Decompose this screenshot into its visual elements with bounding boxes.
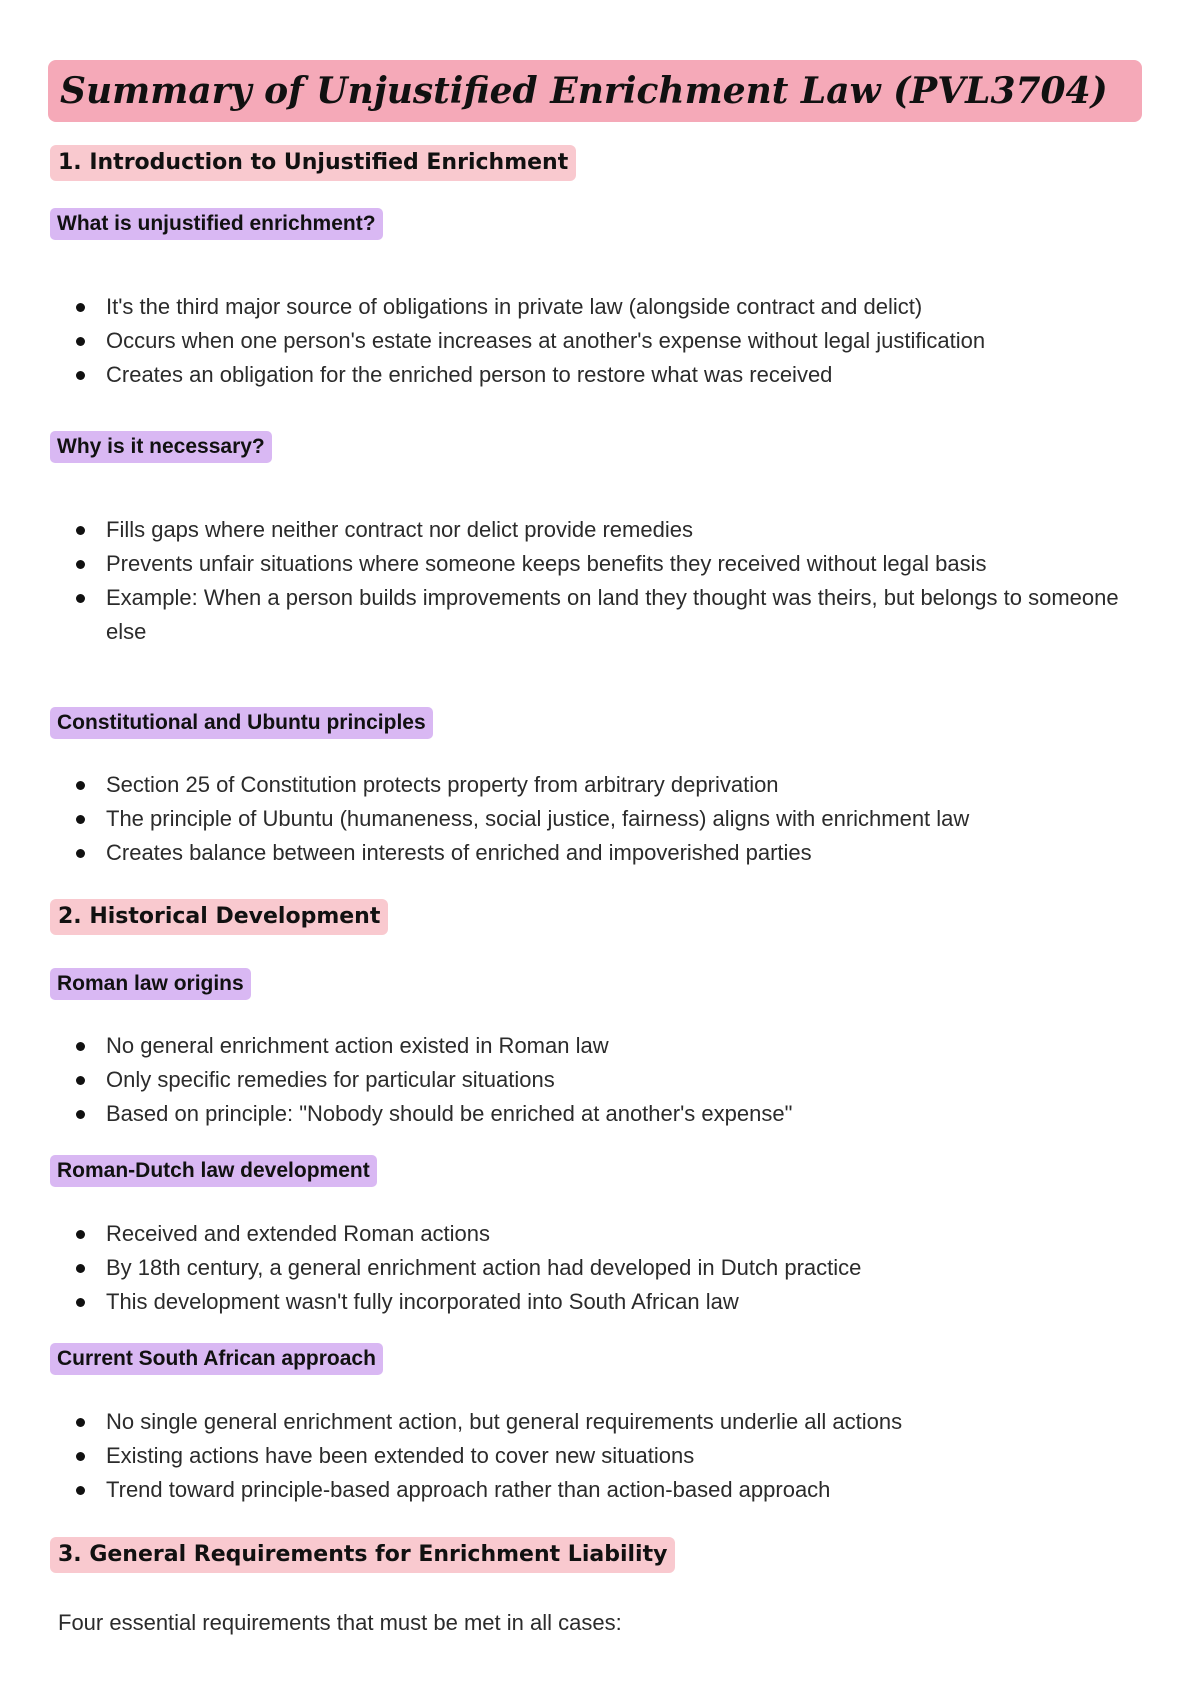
subheading-current-sa: Current South African approach bbox=[50, 1343, 383, 1375]
bullet-icon bbox=[76, 594, 85, 603]
bullet-icon bbox=[76, 1486, 85, 1495]
bullet-icon bbox=[76, 1230, 85, 1239]
bullet-icon bbox=[76, 526, 85, 535]
document-title: Summary of Unjustified Enrichment Law (PVL3704) bbox=[60, 70, 1108, 112]
section-intro-text: Four essential requirements that must be met in all cases: bbox=[58, 1610, 622, 1635]
bullet-icon bbox=[76, 781, 85, 790]
bullet-icon bbox=[76, 560, 85, 569]
list-item: Trend toward principle-based approach rather than action-based approach bbox=[70, 1473, 1150, 1507]
list-item: Received and extended Roman actions bbox=[70, 1217, 1150, 1251]
section-heading-introduction: 1. Introduction to Unjustified Enrichment bbox=[50, 145, 576, 181]
subheading-why-necessary: Why is it necessary? bbox=[50, 431, 272, 463]
bullet-icon bbox=[76, 1418, 85, 1427]
title-banner bbox=[48, 60, 1142, 122]
bullet-list-what-is bbox=[70, 290, 1150, 392]
section-heading-general-requirements: 3. General Requirements for Enrichment Liability bbox=[50, 1537, 675, 1573]
bullet-list-why-necessary bbox=[70, 513, 1150, 649]
list-item: No general enrichment action existed in Roman law bbox=[70, 1029, 1150, 1063]
list-item: Creates an obligation for the enriched person to restore what was received bbox=[70, 358, 1150, 392]
list-item: The principle of Ubuntu (humaneness, social justice, fairness) aligns with enrichment law bbox=[70, 802, 1150, 836]
section-heading-historical: 2. Historical Development bbox=[50, 899, 388, 935]
list-item: By 18th century, a general enrichment action had developed in Dutch practice bbox=[70, 1251, 1150, 1285]
subheading-roman-law: Roman law origins bbox=[50, 968, 251, 1000]
list-item: Creates balance between interests of enriched and impoverished parties bbox=[70, 836, 1150, 870]
list-item: Existing actions have been extended to cover new situations bbox=[70, 1439, 1150, 1473]
bullet-list-constitutional-ubuntu bbox=[70, 768, 1150, 870]
bullet-icon bbox=[76, 1264, 85, 1273]
bullet-icon bbox=[76, 337, 85, 346]
list-item: Prevents unfair situations where someone keeps benefits they received without legal basis bbox=[70, 547, 1150, 581]
subheading-roman-dutch: Roman-Dutch law development bbox=[50, 1155, 377, 1187]
bullet-list-roman-law bbox=[70, 1029, 1150, 1131]
bullet-list-roman-dutch bbox=[70, 1217, 1150, 1319]
bullet-icon bbox=[76, 1452, 85, 1461]
list-item: Based on principle: "Nobody should be enriched at another's expense" bbox=[70, 1097, 1150, 1131]
list-item: This development wasn't fully incorporated into South African law bbox=[70, 1285, 1150, 1319]
bullet-icon bbox=[76, 1298, 85, 1307]
bullet-icon bbox=[76, 1110, 85, 1119]
list-item: Section 25 of Constitution protects property from arbitrary deprivation bbox=[70, 768, 1150, 802]
subheading-constitutional-ubuntu: Constitutional and Ubuntu principles bbox=[50, 707, 433, 739]
list-item: Only specific remedies for particular situations bbox=[70, 1063, 1150, 1097]
list-item: No single general enrichment action, but general requirements underlie all actions bbox=[70, 1405, 1150, 1439]
bullet-icon bbox=[76, 1076, 85, 1085]
bullet-icon bbox=[76, 371, 85, 380]
list-item: Occurs when one person's estate increases at another's expense without legal justification bbox=[70, 324, 1150, 358]
subheading-what-is: What is unjustified enrichment? bbox=[50, 208, 383, 240]
bullet-icon bbox=[76, 303, 85, 312]
bullet-icon bbox=[76, 1042, 85, 1051]
list-item: It's the third major source of obligations in private law (alongside contract and delict) bbox=[70, 290, 1150, 324]
bullet-list-current-sa bbox=[70, 1405, 1150, 1507]
bullet-icon bbox=[76, 815, 85, 824]
bullet-icon bbox=[76, 849, 85, 858]
list-item: Example: When a person builds improvements on land they thought was theirs, but belongs to someone else bbox=[70, 581, 1150, 649]
list-item: Fills gaps where neither contract nor delict provide remedies bbox=[70, 513, 1150, 547]
